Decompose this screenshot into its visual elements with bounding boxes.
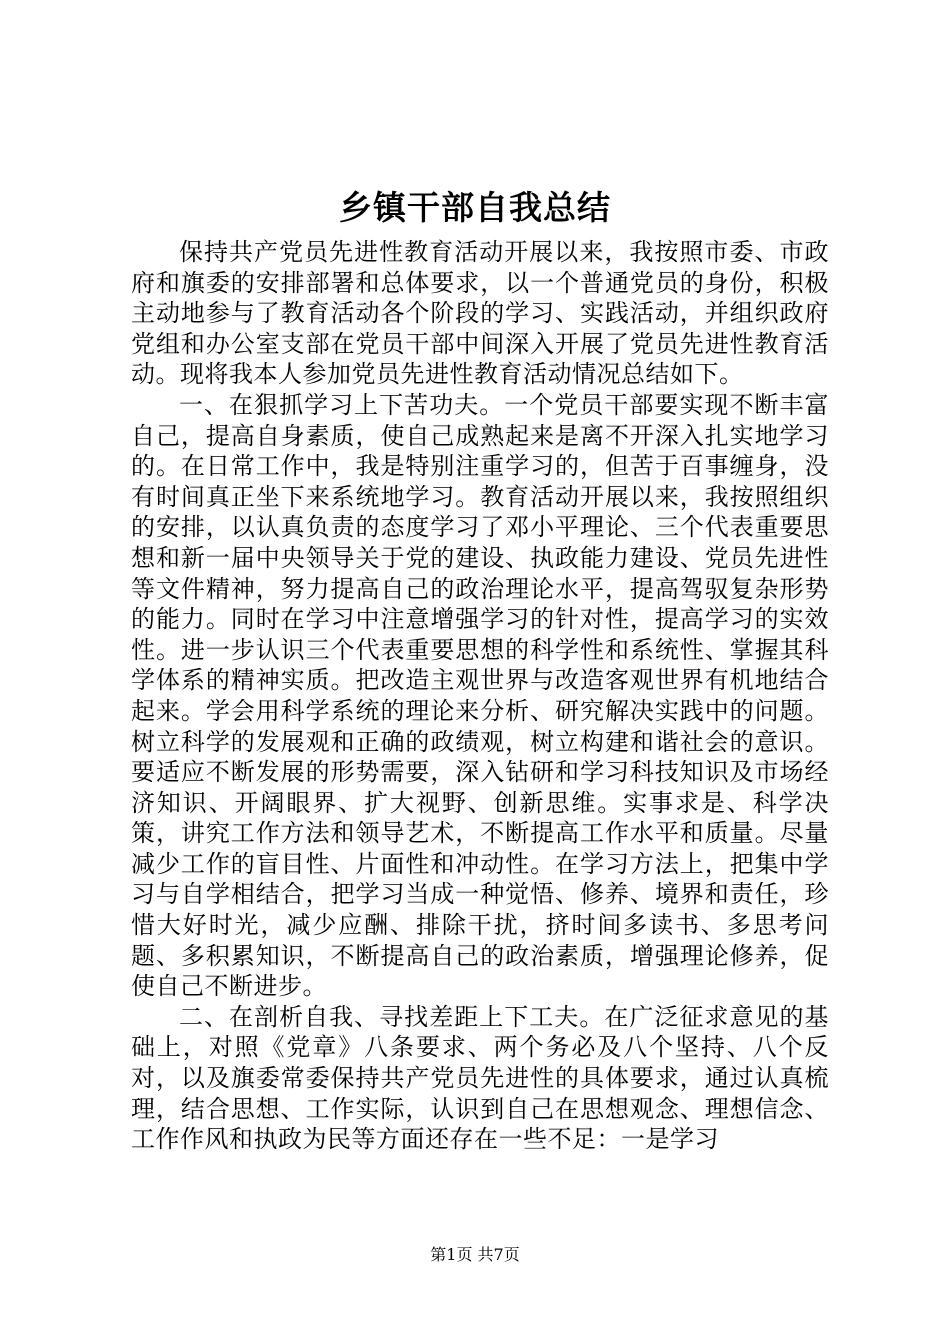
paragraph-section-1: 一、在狠抓学习上下苦功夫。一个党员干部要实现不断丰富自己，提高自身素质，使自己成熟起来是离不开深入扎实地学习的。在日常工作中，我是特别注重学习的，但苦于百事缠身，没有时间真正坐下来系统地学习。教育活动开展以来，我按照组织的安排，以认真负责的态度学习了邓小平理论、三个代表重要思想和新一届中央领导关于党的建设、执政能力建设、党员先进性等文件精神，努力提高自己的政治理论水平，提高驾驭复杂形势的能力。同时在学习中注意增强学习的针对性，提高学习的实效性。进一步认识三个代表重要思想的科学性和系统性、掌握其科学体系的精神实质。把改造主观世界与改造客观世界有机地结合起来。学会用科学系统的理论来分析、研究解决实践中的问题。树立科学的发展观和正确的政绩观，树立构建和谐社会的意识。要适应不断发展的形势需要，深入钻研和学习科技知识及市场经济知识、开阔眼界、扩大视野、创新思维。实事求是、科学决策，讲究工作方法和领导艺术，不断提高工作水平和质量。尽量减少工作的盲目性、片面性和冲动性。在学习方法上，把集中学习与自学相结合，把学习当成一种觉悟、修养、境界和责任，珍惜大好时光，减少应酬、排除干扰，挤时间多读书、多思考问题、多积累知识，不断提高自己的政治素质，增强理论修养，促使自己不断进步。: [131, 390, 829, 1001]
paragraph-intro: 保持共产党员先进性教育活动开展以来，我按照市委、市政府和旗委的安排部署和总体要求，以一个普通党员的身份，积极主动地参与了教育活动各个阶段的学习、实践活动，并组织政府党组和办公室支部在党员干部中间深入开展了党员先进性教育活动。现将我本人参加党员先进性教育活动情况总结如下。: [131, 238, 829, 389]
document-title: 乡镇干部自我总结: [339, 188, 611, 227]
document-body: [131, 237, 829, 1155]
paragraph-section-2: 二、在剖析自我、寻找差距上下工夫。在广泛征求意见的基础上，对照《党章》八条要求、两个务必及八个坚持、八个反对，以及旗委常委保持共产党员先进性的具体要求，通过认真梳理，结合思想、工作实际，认识到自己在思想观念、理想信念、工作作风和执政为民等方面还存在一些不足：一是学习: [131, 1002, 829, 1154]
page-number-footer: 第1页 共7页: [430, 1245, 520, 1264]
